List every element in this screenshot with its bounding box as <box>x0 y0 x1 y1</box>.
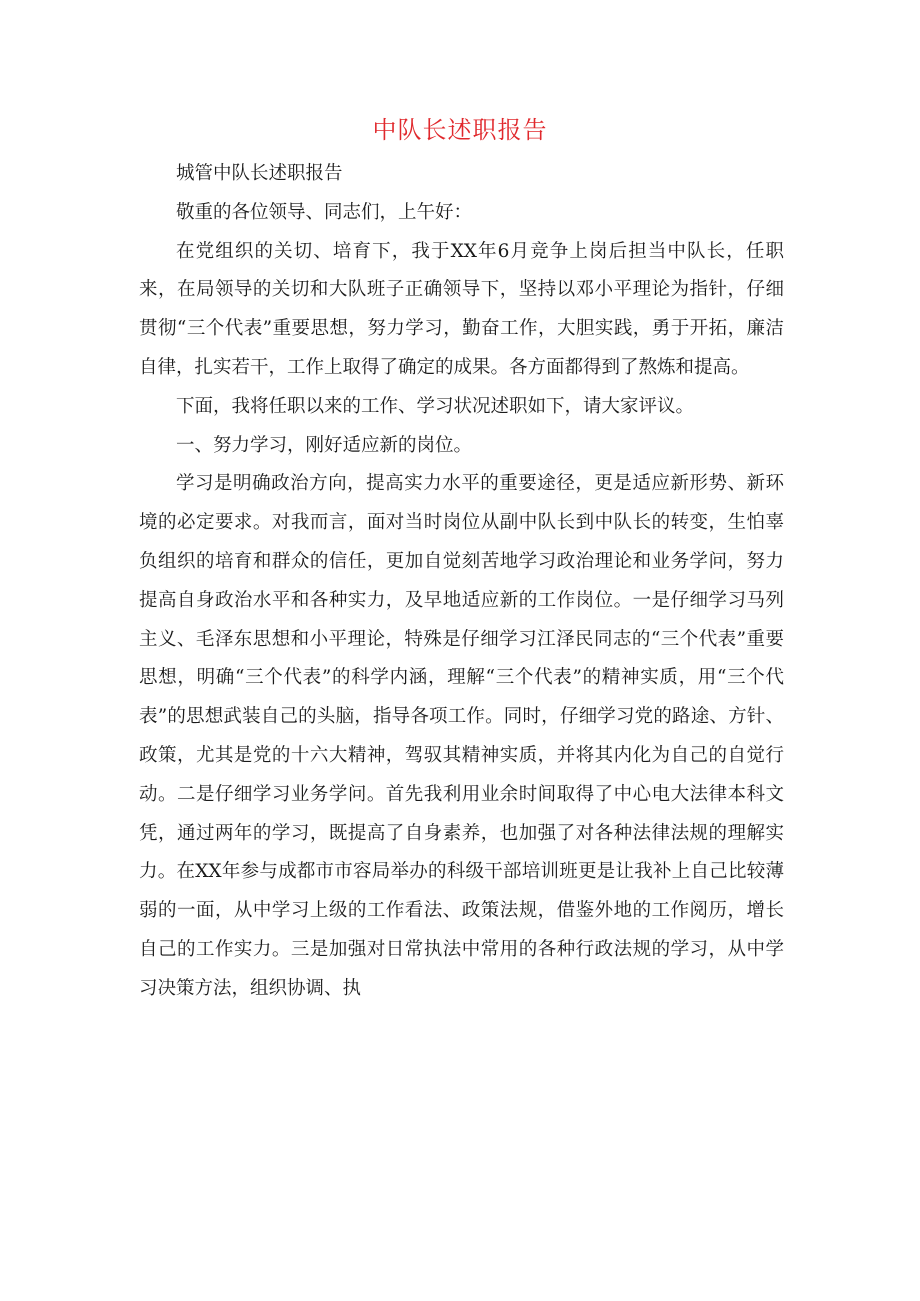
paragraph-greeting: 敬重的各位领导、同志们，上午好： <box>176 201 473 223</box>
document-title: 中队长述职报告 <box>372 116 548 144</box>
paragraph-intro: 在党组织的关切、培育下，我于XX年6月竞争上岗后担当中队长，任职来，在局领导的关切和大队班子正确领导下，坚持以邓小平理论为指针，仔细贯彻“三个代表”重要思想，努力学习，勤奋工作，大胆实践，勇于开拓，廉洁自律，扎实若干，工作上取得了确定的成果。各方面都得到了熬炼和提高。 <box>139 240 784 378</box>
document-body <box>139 155 784 1009</box>
section-heading-1: 一、努力学习，刚好适应新的岗位。 <box>176 434 473 456</box>
paragraph-subtitle: 城管中队长述职报告 <box>176 163 343 184</box>
paragraph-transition: 下面，我将任职以来的工作、学习状况述职如下，请大家评议。 <box>176 395 695 417</box>
paragraph-study: 学习是明确政治方向，提高实力水平的重要途径，更是适应新形势、新环境的必定要求。对我而言，面对当时岗位从副中队长到中队长的转变，生怕辜负组织的培育和群众的信任，更加自觉刻苦地学习政治理论和业务学问，努力提高自身政治水平和各种实力，及早地适应新的工作岗位。一是仔细学习马列主义、毛泽东思想和小平理论，特殊是仔细学习江泽民同志的“三个代表”重要思想，明确“三个代表”的科学内涵，理解“三个代表”的精神实质，用“三个代表”的思想武装自己的头脑，指导各项工作。同时，仔细学习党的路途、方针、政策，尤其是党的十六大精神，驾驭其精神实质，并将其内化为自己的自觉行动。二是仔细学习业务学问。首先我利用业余时间取得了中心电大法律本科文凭，通过两年的学习，既提高了自身素养，也加强了对各种法律法规的理解实力。在XX年参与成都市市容局举办的科级干部培训班更是让我补上自己比较薄弱的一面，从中学习上级的工作看法、政策法规，借鉴外地的工作阅历，增长自己的工作实力。三是加强对日常执法中常用的各种行政法规的学习，从中学习决策方法，组织协调、执 <box>139 473 784 999</box>
